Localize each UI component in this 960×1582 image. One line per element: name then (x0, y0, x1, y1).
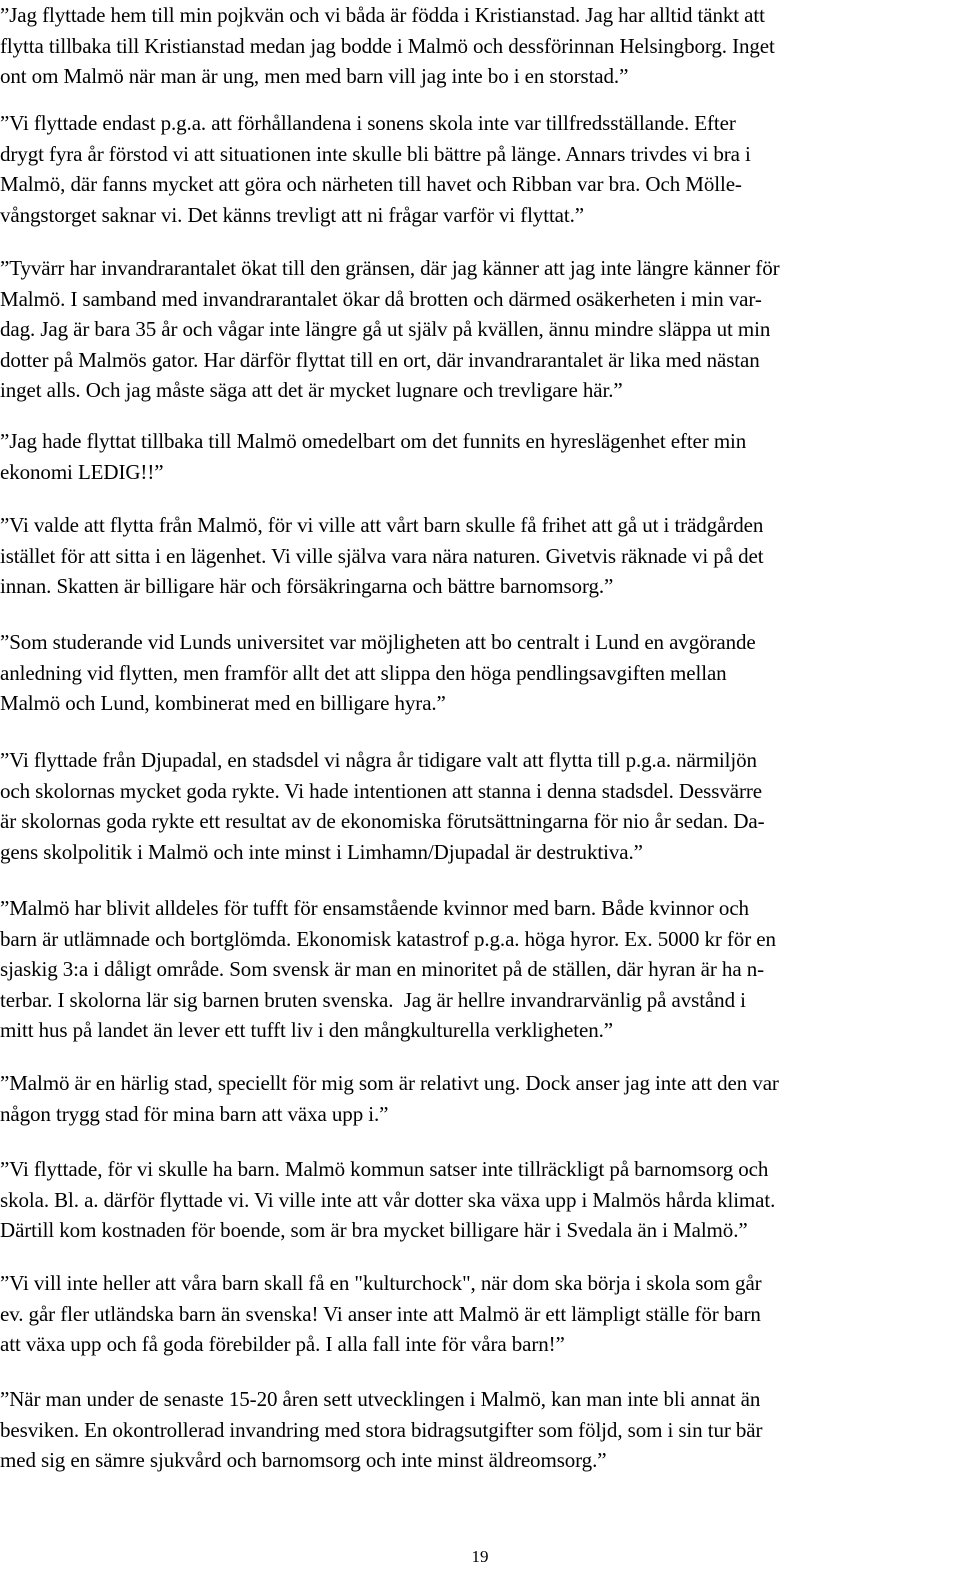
text-line: ”Jag flyttade hem till min pojkvän och vi båda är födda i Kristianstad. Jag har alltid tänkt att (0, 3, 765, 27)
quote-paragraph (0, 1268, 958, 1360)
text-line: Därtill kom kostnaden för boende, som är bra mycket billigare här i Svedala än i Malmö.” (0, 1218, 748, 1242)
text-line: ”Malmö har blivit alldeles för tufft för ensamstående kvinnor med barn. Både kvinnor och (0, 896, 749, 920)
text-line: anledning vid flytten, men framför allt det att slippa den höga pendlingsavgiften mellan (0, 660, 727, 685)
text-line: ekonomi LEDIG!!” (0, 459, 164, 484)
page-number: 19 (471, 1547, 489, 1566)
text-line: gens skolpolitik i Malmö och inte minst i Limhamn/Djupadal är destruktiva.” (0, 839, 643, 864)
text-line: ”Vi valde att flytta från Malmö, för vi ville att vårt barn skulle få frihet att gå ut i trädgården (0, 513, 764, 537)
text-line: Malmö och Lund, kombinerat med en billigare hyra.” (0, 691, 446, 715)
quote-paragraph (0, 510, 958, 602)
text-line: ”Vi vill inte heller att våra barn skall få en "kulturchock", när dom ska börja i skola som går (0, 1271, 762, 1295)
text-line: mitt hus på landet än lever ett tufft liv i den mångkulturella verkligheten.” (0, 1018, 613, 1042)
text-line: Malmö. I samband med invandrarantalet ökar då brotten och därmed osäkerheten i min var- (0, 286, 762, 311)
quote-paragraph (0, 253, 958, 406)
text-line: ”Jag hade flyttat tillbaka till Malmö omedelbart om det funnits en hyreslägenhet efter min (0, 429, 747, 453)
text-line: någon trygg stad för mina barn att växa upp i.” (0, 1101, 389, 1126)
text-line: ”Tyvärr har invandrarantalet ökat till den gränsen, där jag känner att jag inte längre känner för (0, 256, 780, 280)
quote-paragraph (0, 893, 958, 1046)
text-line: terbar. I skolorna lär sig barnen bruten svenska. Jag är hellre invandrarvänlig på avstånd i (0, 987, 746, 1012)
text-line: vångstorget saknar vi. Det känns trevligt att ni frågar varför vi flyttat.” (0, 202, 585, 227)
text-line: ”Vi flyttade från Djupadal, en stadsdel vi några år tidigare valt att flytta till p.g.a. närmiljön (0, 748, 757, 772)
text-line: ”Vi flyttade, för vi skulle ha barn. Malmö kommun satser inte tillräckligt på barnomsorg och (0, 1157, 769, 1181)
text-line: med sig en sämre sjukvård och barnomsorg och inte minst äldreomsorg.” (0, 1448, 607, 1472)
text-line: är skolornas goda rykte ett resultat av de ekonomiska förutsättningarna för nio år sedan. Da- (0, 809, 765, 833)
text-line: ”När man under de senaste 15-20 åren sett utvecklingen i Malmö, kan man inte bli annat än (0, 1387, 761, 1411)
text-line: ev. går fler utländska barn än svenska! Vi anser inte att Malmö är ett lämpligt ställe för barn (0, 1301, 761, 1326)
text-line: dag. Jag är bara 35 år och vågar inte längre gå ut själv på kvällen, ännu mindre släppa ut min (0, 317, 771, 341)
text-line: att växa upp och få goda förebilder på. I alla fall inte för våra barn!” (0, 1332, 565, 1356)
quote-paragraph (0, 745, 958, 867)
text-line: besviken. En okontrollerad invandring med stora bidragsutgifter som följd, som i sin tur bär (0, 1417, 763, 1442)
text-line: ont om Malmö när man är ung, men med barn vill jag inte bo i en storstad.” (0, 64, 629, 88)
text-line: innan. Skatten är billigare här och försäkringarna och bättre barnomsorg.” (0, 574, 614, 598)
text-line: flytta tillbaka till Kristianstad medan jag bodde i Malmö och dessförinnan Helsingborg. Inget (0, 33, 775, 58)
quote-paragraph (0, 1068, 958, 1129)
quote-paragraph (0, 1154, 958, 1246)
text-line: dotter på Malmös gator. Har därför flyttat till en ort, där invandrarantalet är lika med nästan (0, 347, 760, 372)
quote-paragraph (0, 0, 958, 92)
text-line: ”Vi flyttade endast p.g.a. att förhållandena i sonens skola inte var tillfredsställande. Efter (0, 111, 736, 135)
quote-paragraph (0, 426, 958, 487)
text-line: barn är utlämnade och bortglömda. Ekonomisk katastrof p.g.a. höga hyror. Ex. 5000 kr för en (0, 926, 776, 951)
text-line: inget alls. Och jag måste säga att det är mycket lugnare och trevligare här.” (0, 378, 623, 402)
text-line: istället för att sitta i en lägenhet. Vi ville själva vara nära naturen. Givetvis räknade vi på det (0, 543, 764, 568)
text-line: skola. Bl. a. därför flyttade vi. Vi ville inte att vår dotter ska växa upp i Malmös hårda klimat. (0, 1187, 776, 1212)
text-line: drygt fyra år förstod vi att situationen inte skulle bli bättre på länge. Annars trivdes vi bra i (0, 141, 751, 166)
text-line: ”Som studerande vid Lunds universitet var möjligheten att bo centralt i Lund en avgörande (0, 630, 756, 654)
quote-paragraph (0, 627, 958, 719)
text-line: sjaskig 3:a i dåligt område. Som svensk är man en minoritet på de ställen, där hyran är ha n- (0, 957, 764, 981)
quote-paragraph (0, 108, 958, 230)
text-line: Malmö, där fanns mycket att göra och närheten till havet och Ribban var bra. Och Mölle- (0, 172, 742, 196)
text-line: och skolornas mycket goda rykte. Vi hade intentionen att stanna i denna stadsdel. Dessvärre (0, 778, 762, 803)
text-line: ”Malmö är en härlig stad, speciellt för mig som är relativt ung. Dock anser jag inte att den var (0, 1071, 779, 1095)
quote-paragraph (0, 1384, 958, 1476)
